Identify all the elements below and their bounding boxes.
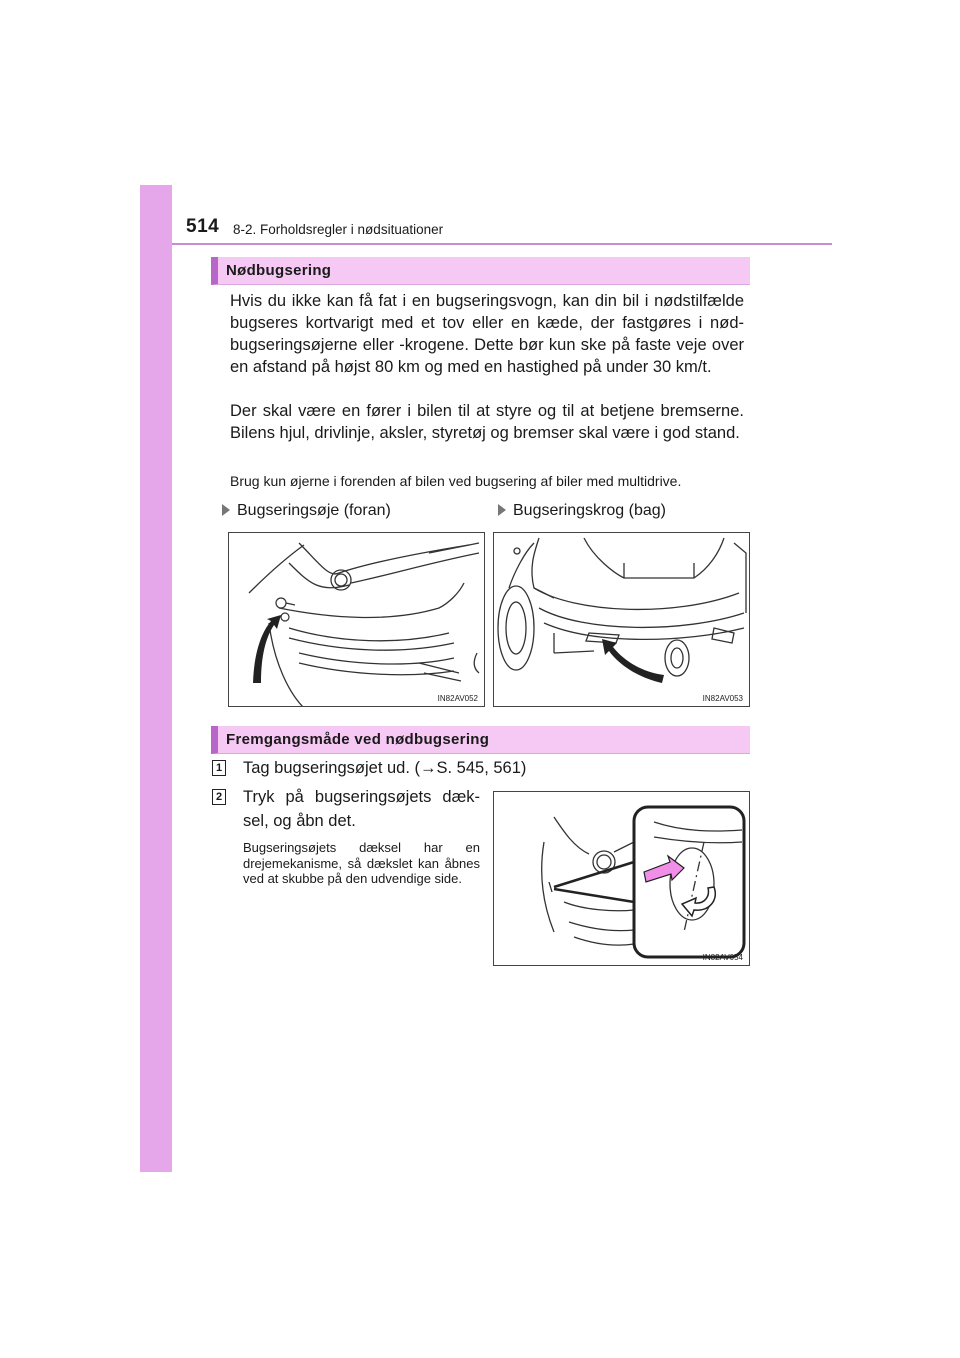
paragraph-towing-intro: Hvis du ikke kan få fat i en bugseringsvogn, kan din bil i nødstilfælde bugseres kortvarigt med et tov eller en kæde, der fastgøres i nød-bugseringsøjerne eller -krogene. Dette bør kun ske på faste veje over en afstand på højst 80 km og med en hastighed på under 30 km/t.: [230, 292, 744, 376]
figure-code: IN82AV054: [702, 953, 743, 962]
step-2-text-line1: Tryk på bugseringsøjets dæk-: [243, 788, 480, 806]
figure-front-towing-eye: [228, 532, 485, 707]
section-heading-emergency-towing: [211, 257, 750, 285]
paragraph-multidrive-note: Brug kun øjerne i forenden af bilen ved bugsering af biler med multidrive.: [230, 473, 682, 489]
figure-rear-towing-hook: [493, 532, 750, 707]
step-1-text: Tag bugseringsøjet ud. (→S. 545, 561): [243, 759, 527, 777]
label-rear-hook: Bugseringskrog (bag): [498, 502, 666, 520]
chapter-title: 8-2. Forholdsregler i nødsituationer: [233, 222, 444, 237]
triangle-bullet-icon: [498, 504, 506, 516]
figure-code: IN82AV052: [437, 694, 478, 703]
step-2-note: Bugseringsøjets dæksel har en drejemekanisme, så dækslet kan åbnes ved at skubbe på den udvendige side.: [243, 840, 480, 886]
section-heading-towing-procedure: [211, 726, 750, 754]
figure-towing-eye-cover: [493, 791, 750, 966]
chapter-sidebar-tab: [140, 185, 172, 1172]
step-number-1: 1: [212, 760, 226, 776]
cover-detail-illustration: [494, 792, 750, 966]
step-number-2: 2: [212, 789, 226, 805]
step-2-text-line2: sel, og åbn det.: [243, 812, 356, 830]
rear-bumper-illustration: [494, 533, 750, 707]
page-number: 514: [186, 216, 220, 237]
front-bumper-illustration: [229, 533, 485, 707]
figure-code: IN82AV053: [702, 694, 743, 703]
header-divider: [172, 243, 832, 245]
section-heading-label: Nødbugsering: [226, 262, 332, 279]
section-heading-label: Fremgangsmåde ved nødbugsering: [226, 731, 490, 748]
paragraph-driver-requirement: Der skal være en fører i bilen til at styre og til at betjene bremserne. Bilens hjul, drivlinje, aksler, styretøj og bremser skal være i god stand.: [230, 402, 744, 442]
triangle-bullet-icon: [222, 504, 230, 516]
label-front-eye: Bugseringsøje (foran): [222, 502, 391, 520]
